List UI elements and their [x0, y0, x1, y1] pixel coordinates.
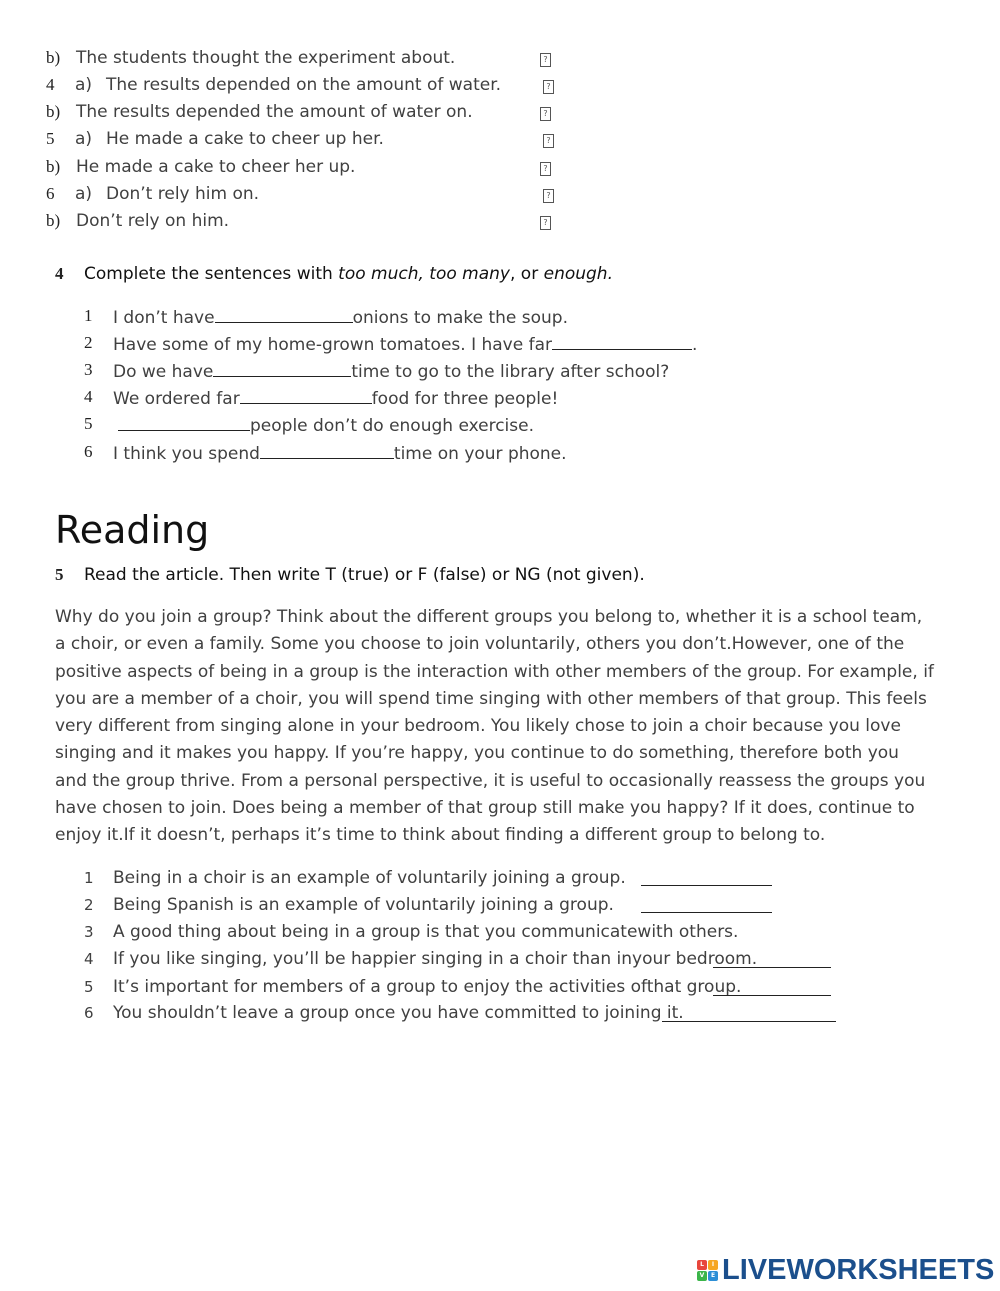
- logo-text: LIVEWORKSHEETS: [722, 1253, 995, 1286]
- item-number: 5: [84, 414, 93, 433]
- item-number: 3: [84, 360, 93, 379]
- item-text: He made a cake to cheer up her.: [106, 129, 384, 149]
- exercise-number: 4: [55, 264, 64, 283]
- gap-sentence: I don’t have onions to make the soup.: [113, 308, 568, 328]
- gap-sentence: We ordered far food for three people!: [113, 389, 559, 409]
- logo-blocks-icon: L I V E: [697, 1260, 718, 1281]
- statement-text: Being in a choir is an example of voluntarily joining a group.: [113, 868, 626, 888]
- exercise-instruction: Read the article. Then write T (true) or F (false) or NG (not given).: [84, 565, 645, 585]
- item-text: Don’t rely on him.: [76, 211, 230, 231]
- item-number: 5: [46, 129, 55, 148]
- checkbox-icon[interactable]: ?: [540, 53, 551, 67]
- answer-blank[interactable]: [713, 966, 831, 968]
- answer-blank[interactable]: [662, 1020, 836, 1022]
- statement-text: If you like singing, you’ll be happier singing in a choir than inyour bedroom.: [113, 949, 758, 969]
- item-text: The students thought the experiment about.: [76, 48, 456, 68]
- item-number: 5: [84, 978, 94, 996]
- answer-blank[interactable]: [641, 911, 772, 913]
- item-letter: a): [75, 75, 93, 95]
- checkbox-icon[interactable]: ?: [540, 162, 551, 176]
- checkbox-icon[interactable]: ?: [540, 107, 551, 121]
- item-number: 2: [84, 896, 94, 914]
- checkbox-icon[interactable]: ?: [543, 189, 554, 203]
- answer-blank[interactable]: [215, 306, 353, 323]
- checkbox-icon[interactable]: ?: [543, 80, 554, 94]
- item-number: 6: [46, 184, 55, 203]
- gap-sentence: Have some of my home-grown tomatoes. I have far .: [113, 335, 698, 355]
- gap-sentence: people don’t do enough exercise.: [118, 414, 534, 436]
- item-number: 4: [84, 950, 94, 968]
- item-number: b): [46, 157, 61, 176]
- answer-blank[interactable]: [641, 884, 772, 886]
- item-number: b): [46, 102, 61, 121]
- item-number: 4: [46, 75, 55, 94]
- item-number: 1: [84, 869, 94, 887]
- statement-text: Being Spanish is an example of voluntarily joining a group.: [113, 895, 614, 915]
- answer-blank[interactable]: [240, 387, 372, 404]
- item-text: The results depended on the amount of water.: [106, 75, 502, 95]
- statement-text: You shouldn’t leave a group once you have committed to joining it.: [113, 1003, 684, 1023]
- exercise-number: 5: [55, 565, 64, 584]
- item-number: 2: [84, 333, 93, 352]
- answer-blank[interactable]: [213, 360, 351, 377]
- item-number: b): [46, 211, 61, 230]
- gap-sentence: Do we have time to go to the library after school?: [113, 362, 670, 382]
- exercise-instruction: Complete the sentences with too much, too many, or enough.: [84, 264, 613, 284]
- item-number: 1: [84, 306, 93, 325]
- liveworksheets-logo: [697, 1253, 994, 1287]
- answer-blank[interactable]: [260, 442, 394, 459]
- statement-text: It’s important for members of a group to enjoy the activities ofthat group.: [113, 977, 742, 997]
- item-number: 6: [84, 442, 93, 461]
- statement-text: A good thing about being in a group is that you communicatewith others.: [113, 922, 739, 942]
- item-number: 3: [84, 923, 94, 941]
- section-title: Reading: [55, 508, 210, 552]
- answer-blank[interactable]: [552, 333, 692, 350]
- item-letter: a): [75, 184, 93, 204]
- item-number: b): [46, 48, 61, 67]
- item-letter: a): [75, 129, 93, 149]
- answer-blank[interactable]: [713, 994, 831, 996]
- checkbox-icon[interactable]: ?: [540, 216, 551, 230]
- item-text: Don’t rely him on.: [106, 184, 260, 204]
- item-number: 4: [84, 387, 93, 406]
- item-text: He made a cake to cheer her up.: [76, 157, 356, 177]
- article-text: Why do you join a group? Think about the different groups you belong to, whether it is a school team, a choir, or even a family. Some you choose to join voluntarily, others you don’t.However, one of the positive aspects of being in a group is the interaction with other members of the group. For example, if you are a member of a choir, you will spend time singing with other members of that group. This feels very different from singing alone in your bedroom. You likely chose to join a choir because you love singing and it makes you happy. If you’re happy, you continue to do something, therefore both you and the group thrive. From a personal perspective, it is useful to occasionally reassess the groups you have chosen to join. Does being a member of that group still make you happy? If it does, continue to enjoy it.If it doesn’t, perhaps it’s time to think about finding a different group to belong to.: [55, 607, 934, 846]
- item-text: The results depended the amount of water on.: [76, 102, 473, 122]
- answer-blank[interactable]: [118, 414, 250, 431]
- gap-sentence: I think you spend time on your phone.: [113, 444, 567, 464]
- item-number: 6: [84, 1004, 94, 1022]
- checkbox-icon[interactable]: ?: [543, 134, 554, 148]
